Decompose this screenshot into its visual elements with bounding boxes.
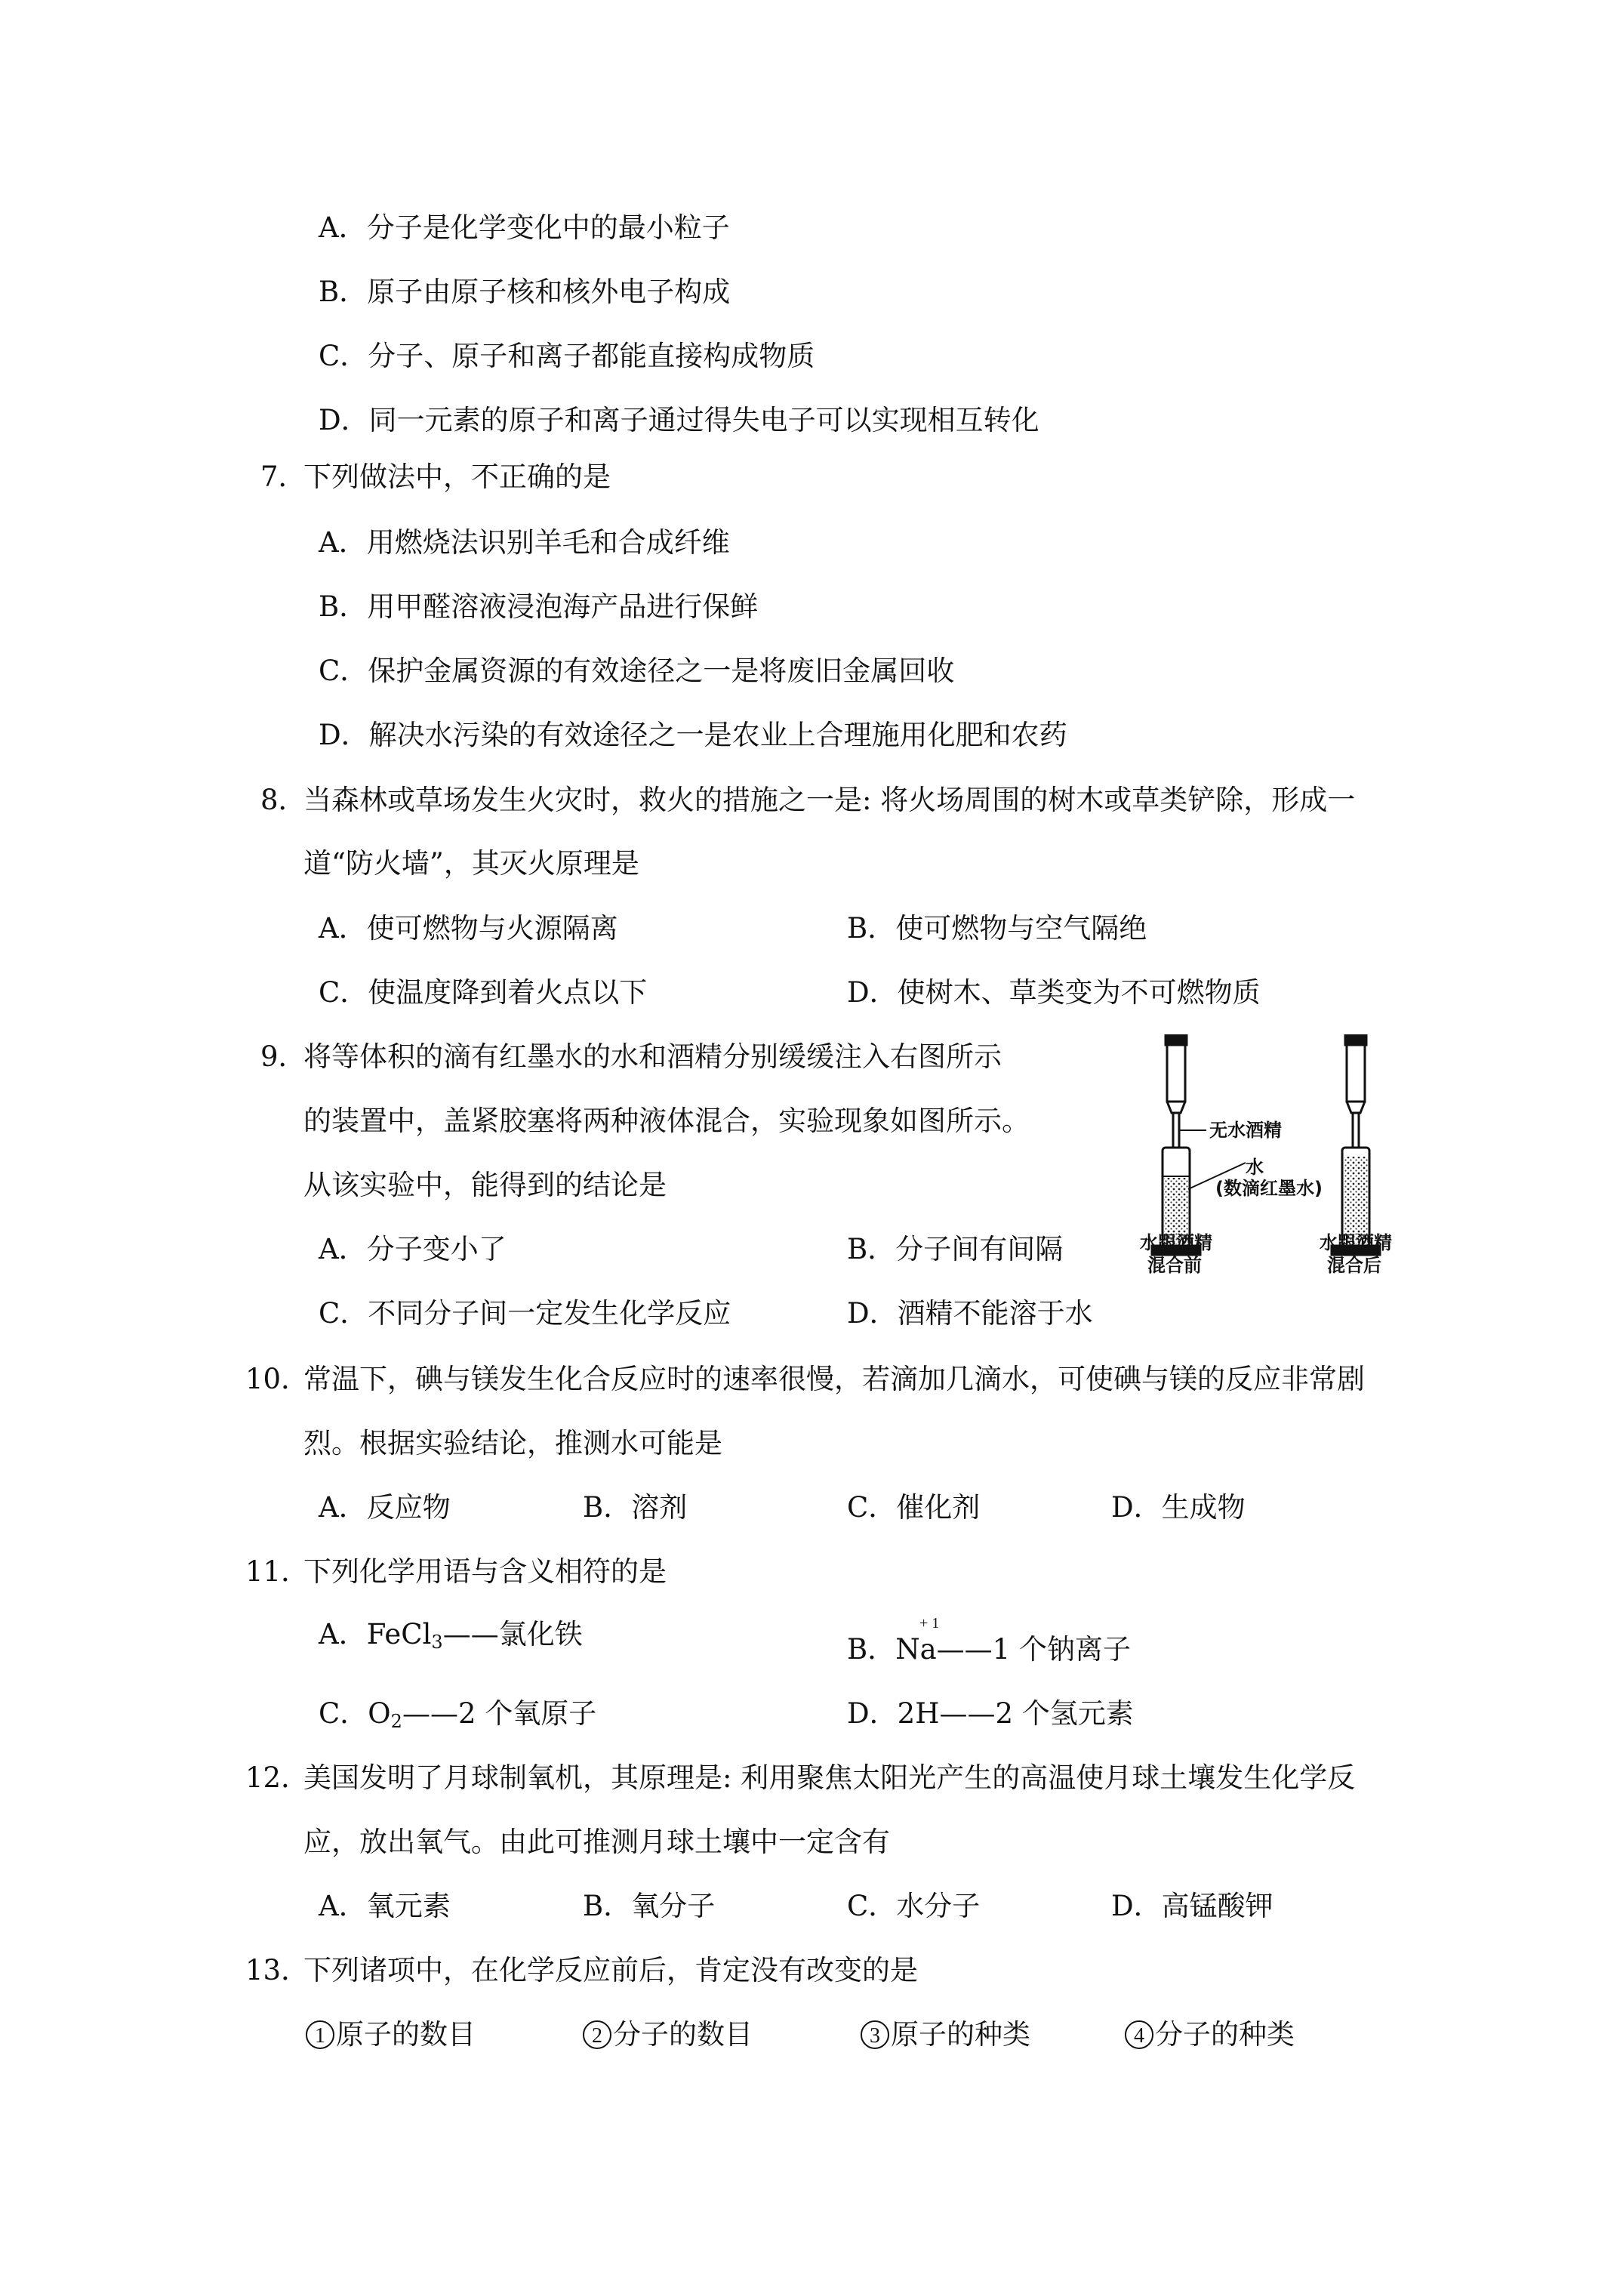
q12-option-a: A．氧元素 (319, 1890, 451, 1922)
label-before-line2: 混合前 (1147, 1255, 1202, 1276)
q12-stem-line2: 应，放出氧气。由此可推测月球土壤中一定含有 (303, 1826, 890, 1858)
label-before-line1: 水跟酒精 (1140, 1232, 1212, 1253)
apparatus-before (1152, 1034, 1200, 1255)
q12-option-d: D．高锰酸钾 (1111, 1890, 1273, 1922)
q10-option-c: C．催化剂 (847, 1491, 981, 1524)
q9-stem-line2: 的装置中，盖紧胶塞将两种液体混合，实验现象如图所示。 (303, 1105, 1030, 1137)
q11-option-b-meaning: ——1 个钠离子 (936, 1633, 1131, 1666)
q11-option-c-formula: C．O (319, 1697, 391, 1730)
q11-option-a-formula: A．FeCl (319, 1618, 432, 1650)
q13-number: 13． (245, 1954, 310, 1986)
circled-number-3: 3 (861, 2020, 889, 2049)
q9-stem-line3: 从该实验中，能得到的结论是 (303, 1169, 667, 1201)
q7-stem: 下列做法中，不正确的是 (303, 461, 611, 493)
label-water: 水 (1246, 1157, 1264, 1178)
apparatus-after (1332, 1034, 1380, 1255)
q13-item-3 (861, 2018, 1030, 2051)
q8-stem-line1: 当森林或草场发生火灾时，救火的措施之一是: 将火场周围的树木或草类铲除，形成一 (303, 784, 1356, 816)
q12-option-b: B．氧分子 (583, 1890, 716, 1922)
q10-number: 10． (245, 1363, 310, 1395)
q10-option-b: B．溶剂 (583, 1491, 688, 1524)
circled-number-2: 2 (583, 2020, 611, 2049)
q11-option-d: D．2H——2 个氢元素 (847, 1697, 1134, 1730)
q8-option-c: C．使温度降到着火点以下 (319, 976, 648, 1009)
q11-option-c (319, 1697, 596, 1730)
q12-number: 12． (245, 1761, 310, 1794)
q9-stem-line1: 将等体积的滴有红墨水的水和酒精分别缓缓注入右图所示 (303, 1040, 1002, 1073)
q6-option-c: C．分子、原子和离子都能直接构成物质 (319, 340, 815, 372)
q13-item-4 (1125, 2018, 1295, 2051)
q11-number: 11． (245, 1555, 310, 1588)
q11-option-b-charge: + 1 (919, 1615, 940, 1632)
q13-item-2-text: 分子的数目 (613, 2018, 753, 2051)
q13-item-4-text: 分子的种类 (1155, 2018, 1295, 2051)
q6-option-d: D．同一元素的原子和离子通过得失电子可以实现相互转化 (319, 404, 1039, 436)
q13-stem: 下列诸项中，在化学反应前后，肯定没有改变的是 (303, 1954, 918, 1986)
q9-option-b: B．分子间有间隔 (847, 1233, 1064, 1265)
q11-option-b-symbol: Na (895, 1633, 937, 1666)
q8-stem-line2: 道“防火墙”，其灭火原理是 (303, 847, 639, 880)
q13-item-1 (306, 2018, 476, 2051)
q13-item-2 (583, 2018, 753, 2051)
q8-number: 8． (260, 784, 306, 816)
q8-option-b: B．使可燃物与空气隔绝 (847, 912, 1147, 945)
q7-number: 7． (260, 461, 306, 493)
q11-option-c-subscript: 2 (390, 1711, 402, 1732)
q6-option-a: A．分子是化学变化中的最小粒子 (319, 211, 730, 244)
q11-option-b (847, 1633, 1131, 1666)
label-after-line1: 水跟酒精 (1320, 1232, 1392, 1253)
circled-number-4: 4 (1125, 2020, 1153, 2049)
q11-option-a (319, 1618, 583, 1651)
q11-stem: 下列化学用语与含义相符的是 (303, 1555, 667, 1588)
q11-option-b-letter: B． (847, 1633, 896, 1666)
q8-option-d: D．使树木、草类变为不可燃物质 (847, 976, 1261, 1009)
q13-item-1-text: 原子的数目 (336, 2018, 476, 2051)
q10-stem-line2: 烈。根据实验结论，推测水可能是 (303, 1427, 722, 1459)
q9-number: 9． (260, 1040, 306, 1073)
q7-option-c: C．保护金属资源的有效途径之一是将废旧金属回收 (319, 655, 955, 687)
q11-option-a-subscript: 3 (431, 1632, 443, 1653)
q10-stem-line1: 常温下，碘与镁发生化合反应时的速率很慢，若滴加几滴水，可使碘与镁的反应非常剧 (303, 1363, 1365, 1395)
label-anhydrous-alcohol: 无水酒精 (1209, 1120, 1282, 1141)
q10-option-d: D．生成物 (1111, 1491, 1246, 1524)
mixing-apparatus-figure (1125, 1034, 1464, 1291)
q7-option-d: D．解决水污染的有效途径之一是农业上合理施用化肥和农药 (319, 719, 1067, 751)
q8-option-a: A．使可燃物与火源隔离 (319, 912, 618, 945)
q9-option-c: C．不同分子间一定发生化学反应 (319, 1297, 731, 1330)
q9-option-a: A．分子变小了 (319, 1233, 507, 1265)
q7-option-b: B．用甲醛溶液浸泡海产品进行保鲜 (319, 590, 759, 623)
q9-option-d: D．酒精不能溶于水 (847, 1297, 1093, 1330)
q10-option-a: A．反应物 (319, 1491, 451, 1524)
circled-number-1: 1 (306, 2020, 334, 2049)
q12-option-c: C．水分子 (847, 1890, 981, 1922)
q13-item-3-text: 原子的种类 (891, 2018, 1030, 2051)
label-red-ink: (数滴红墨水) (1215, 1178, 1323, 1199)
q12-stem-line1: 美国发明了月球制氧机，其原理是: 利用聚焦太阳光产生的高温使月球土壤发生化学反 (303, 1761, 1356, 1794)
label-after-line2: 混合后 (1327, 1255, 1381, 1276)
q7-option-a: A．用燃烧法识别羊毛和合成纤维 (319, 526, 730, 559)
q11-option-a-meaning: ——氯化铁 (442, 1618, 583, 1650)
q6-option-b: B．原子由原子核和核外电子构成 (319, 276, 731, 308)
q11-option-c-meaning: ——2 个氧原子 (402, 1697, 597, 1730)
